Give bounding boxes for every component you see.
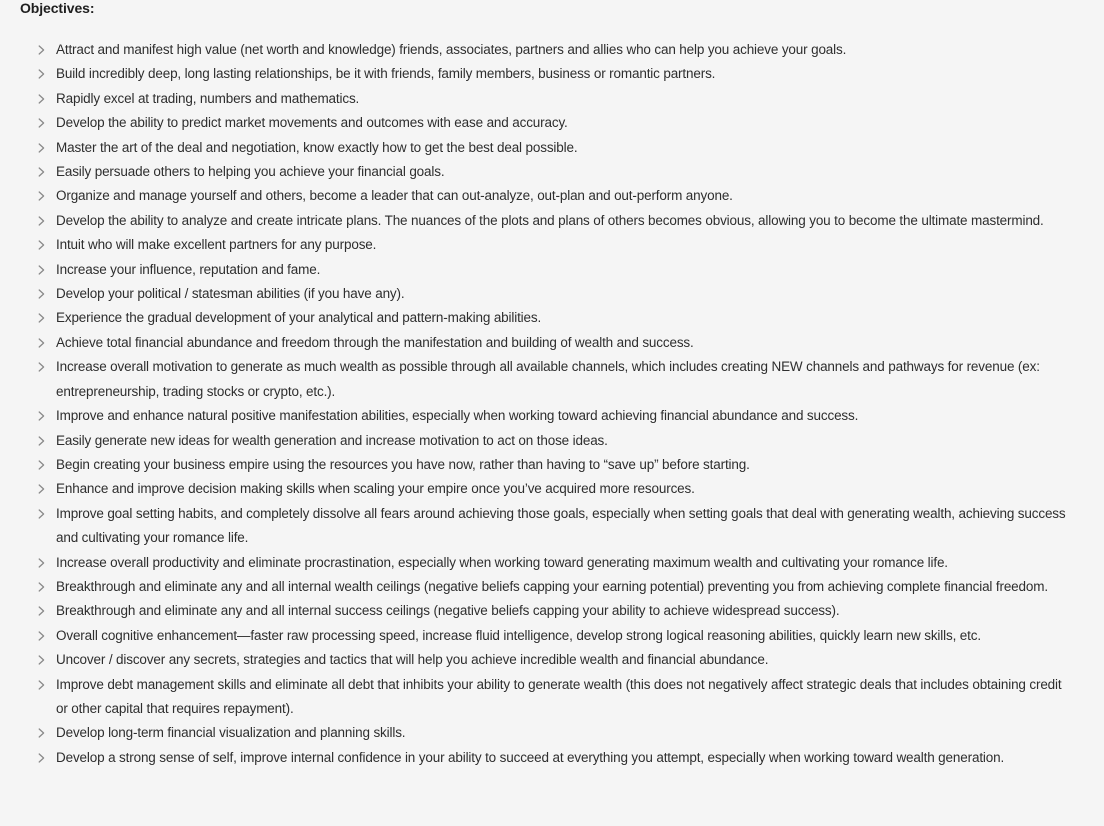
chevron-right-icon <box>36 87 46 111</box>
list-item <box>36 502 1066 551</box>
chevron-right-icon <box>36 477 46 501</box>
list-item <box>36 721 1066 745</box>
list-item <box>36 38 1066 62</box>
list-item <box>36 306 1066 330</box>
list-item <box>36 429 1066 453</box>
chevron-right-icon <box>36 331 46 355</box>
list-item-text: Uncover / discover any secrets, strategies and tactics that will help you achieve incredible wealth and financial abundance. <box>56 652 769 668</box>
chevron-right-icon <box>36 429 46 453</box>
list-item-text: Develop a strong sense of self, improve internal confidence in your ability to succeed at everything you attempt, especially when working toward wealth generation. <box>56 749 1005 765</box>
list-item <box>36 184 1066 208</box>
list-item-text: Easily persuade others to helping you achieve your financial goals. <box>56 164 445 180</box>
list-item <box>36 551 1066 575</box>
chevron-right-icon <box>36 599 46 623</box>
chevron-right-icon <box>36 160 46 184</box>
list-item <box>36 62 1066 86</box>
chevron-right-icon <box>36 648 46 672</box>
list-item <box>36 746 1066 770</box>
chevron-right-icon <box>36 233 46 257</box>
list-item <box>36 575 1066 599</box>
chevron-right-icon <box>36 209 46 233</box>
list-item-text: Enhance and improve decision making skills when scaling your empire once you’ve acquired more resources. <box>56 481 695 497</box>
list-item-text: Easily generate new ideas for wealth generation and increase motivation to act on those ideas. <box>56 432 608 448</box>
list-item <box>36 209 1066 233</box>
chevron-right-icon <box>36 453 46 477</box>
list-item-text: Develop your political / statesman abilities (if you have any). <box>56 286 405 302</box>
list-item-text: Overall cognitive enhancement—faster raw processing speed, increase fluid intelligence, develop strong logical reasoning abilities, quickly learn new skills, etc. <box>56 627 981 643</box>
list-item-text: Improve debt management skills and eliminate all debt that inhibits your ability to generate wealth (this does not negatively affect strategic deals that includes obtaining credit or other capital that requires repayment). <box>56 676 1062 716</box>
list-item-text: Experience the gradual development of your analytical and pattern-making abilities. <box>56 310 542 326</box>
chevron-right-icon <box>36 38 46 62</box>
list-item-text: Breakthrough and eliminate any and all internal wealth ceilings (negative beliefs capping your earning potential) preventing you from achieving complete financial freedom. <box>56 578 1048 594</box>
chevron-right-icon <box>36 111 46 135</box>
list-item-text: Begin creating your business empire using the resources you have now, rather than having to “save up” before starting. <box>56 456 750 472</box>
list-item <box>36 355 1066 404</box>
list-item-text: Develop long-term financial visualization and planning skills. <box>56 725 406 741</box>
chevron-right-icon <box>36 282 46 306</box>
list-item <box>36 648 1066 672</box>
list-item-text: Intuit who will make excellent partners for any purpose. <box>56 237 377 253</box>
list-item-text: Improve goal setting habits, and completely dissolve all fears around achieving those goals, especially when setting goals that deal with generating wealth, achieving success and cultivating your romance life. <box>56 505 1066 546</box>
chevron-right-icon <box>36 62 46 86</box>
list-item <box>36 111 1066 135</box>
chevron-right-icon <box>36 136 46 160</box>
list-item <box>36 404 1066 428</box>
chevron-right-icon <box>36 673 46 697</box>
chevron-right-icon <box>36 184 46 208</box>
list-item <box>36 477 1066 501</box>
chevron-right-icon <box>36 404 46 428</box>
list-item-text: Attract and manifest high value (net worth and knowledge) friends, associates, partners and allies who can help you achieve your goals. <box>56 42 847 57</box>
list-item <box>36 87 1066 111</box>
list-item <box>36 282 1066 306</box>
list-item <box>36 160 1066 184</box>
chevron-right-icon <box>36 721 46 745</box>
chevron-right-icon <box>36 306 46 330</box>
chevron-right-icon <box>36 575 46 599</box>
list-item-text: Breakthrough and eliminate any and all internal success ceilings (negative beliefs capping your ability to achieve widespread success). <box>56 603 840 619</box>
list-item <box>36 233 1066 257</box>
list-item-text: Develop the ability to predict market movements and outcomes with ease and accuracy. <box>56 115 568 131</box>
chevron-right-icon <box>36 746 46 770</box>
chevron-right-icon <box>36 258 46 282</box>
chevron-right-icon <box>36 502 46 526</box>
list-item-text: Improve and enhance natural positive manifestation abilities, especially when working toward achieving financial abundance and success. <box>56 408 859 424</box>
list-item <box>36 258 1066 282</box>
list-item-text: Organize and manage yourself and others, become a leader that can out-analyze, out-plan and out-perform anyone. <box>56 188 733 204</box>
list-item <box>36 331 1066 355</box>
list-item-text: Increase your influence, reputation and fame. <box>56 261 321 277</box>
list-item <box>36 453 1066 477</box>
list-item-text: Rapidly excel at trading, numbers and mathematics. <box>56 90 360 106</box>
list-item-text: Increase overall motivation to generate as much wealth as possible through all available channels, which includes creating NEW channels and pathways for revenue (ex: entrepreneurship, trading stocks or crypto, etc.). <box>56 359 1040 399</box>
list-item-text: Master the art of the deal and negotiation, know exactly how to get the best deal possible. <box>56 139 578 155</box>
list-item <box>36 136 1066 160</box>
objectives-list <box>36 38 1066 770</box>
chevron-right-icon <box>36 551 46 575</box>
list-item-text: Increase overall productivity and eliminate procrastination, especially when working toward generating maximum wealth and cultivating your romance life. <box>56 554 948 570</box>
list-item-text: Achieve total financial abundance and freedom through the manifestation and building of wealth and success. <box>56 334 694 350</box>
chevron-right-icon <box>36 355 46 379</box>
list-item <box>36 673 1066 722</box>
chevron-right-icon <box>36 624 46 648</box>
objectives-heading: Objectives: <box>20 0 95 16</box>
list-item <box>36 599 1066 623</box>
list-item-text: Develop the ability to analyze and create intricate plans. The nuances of the plots and plans of others becomes obvious, allowing you to become the ultimate mastermind. <box>56 212 1044 228</box>
list-item-text: Build incredibly deep, long lasting relationships, be it with friends, family members, business or romantic partners. <box>56 66 716 82</box>
list-item <box>36 624 1066 648</box>
